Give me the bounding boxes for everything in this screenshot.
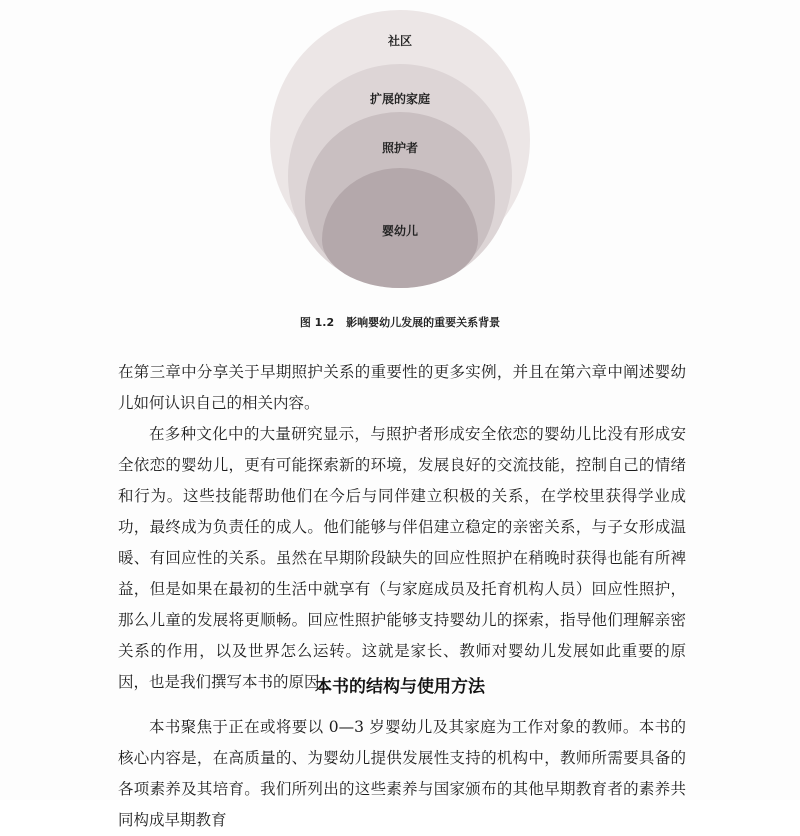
nested-circles-figure bbox=[0, 0, 800, 300]
paragraph-3-text: 本书聚焦于正在或将要以 0—3 岁婴幼儿及其家庭为工作对象的教师。本书的核心内容是，在高质量的、为婴幼儿提供发展性支持的机构中，教师所需要具备的各项素养及其培育。我们所列出的这些素养与国家颁布的其他早期教育者的素养共同构成早期教育 bbox=[118, 718, 686, 829]
paragraph-2 bbox=[118, 419, 686, 698]
paragraph-2-text: 在多种文化中的大量研究显示，与照护者形成安全依恋的婴幼儿比没有形成安全依恋的婴幼儿，更有可能探索新的环境，发展良好的交流技能，控制自己的情绪和行为。这些技能帮助他们在今后与同伴建立积极的关系，在学校里获得学业成功，最终成为负责任的成人。他们能够与伴侣建立稳定的亲密关系，与子女形成温暖、有回应性的关系。虽然在早期阶段缺失的回应性照护在稍晚时获得也能有所裨益，但是如果在最初的生活中就享有（与家庭成员及托育机构人员）回应性照护，那么儿童的发展将更顺畅。回应性照护能够支持婴幼儿的探索，指导他们理解亲密关系的作用，以及世界怎么运转。这就是家长、教师对婴幼儿发展如此重要的原因，也是我们撰写本书的原因。 bbox=[118, 425, 686, 691]
caregiver-label: 照护者 bbox=[381, 141, 418, 155]
infant-label: 婴幼儿 bbox=[381, 224, 418, 238]
paragraph-1-text: 在第三章中分享关于早期照护关系的重要性的更多实例，并且在第六章中阐述婴幼儿如何认识自己的相关内容。 bbox=[118, 363, 686, 412]
figure-caption bbox=[0, 314, 800, 330]
figure-number: 图 1.2 bbox=[299, 316, 335, 329]
paragraph-3 bbox=[118, 712, 686, 836]
community-label: 社区 bbox=[387, 34, 412, 48]
paragraph-1 bbox=[118, 357, 686, 419]
figure-caption-text: 影响婴幼儿发展的重要关系背景 bbox=[346, 316, 501, 329]
extended-family-label: 扩展的家庭 bbox=[369, 92, 430, 106]
section-heading: 本书的结构与使用方法 bbox=[315, 677, 485, 697]
